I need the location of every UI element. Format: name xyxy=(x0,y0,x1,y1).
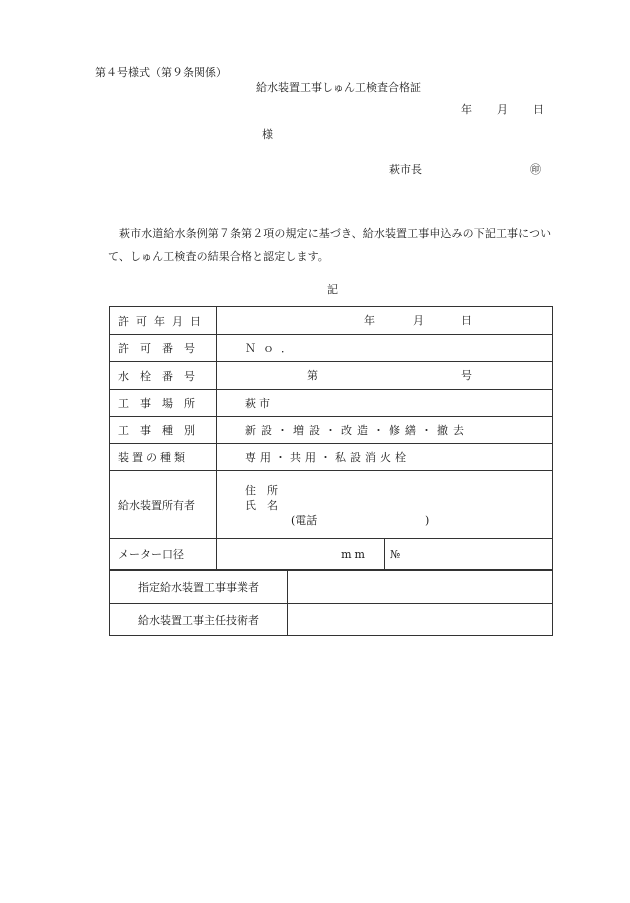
owner-label: 給水装置所有者 xyxy=(110,471,217,539)
engineer-value[interactable] xyxy=(288,604,553,636)
table-row xyxy=(110,471,553,539)
permit-date-label: 許可年月日 xyxy=(110,307,217,335)
permit-number-value[interactable]: Ｎｏ． xyxy=(217,335,553,362)
work-location-label: 工 事 場 所 xyxy=(110,390,217,417)
table-row xyxy=(110,362,553,390)
issue-date-year: 年 xyxy=(461,103,472,116)
meter-label: メーター口径 xyxy=(110,539,217,570)
seal-mark: ㊞ xyxy=(530,163,541,176)
table-row xyxy=(110,417,553,444)
section-mark: 記 xyxy=(327,283,338,296)
form-number: 第４号様式（第９条関係） xyxy=(95,66,227,79)
work-type-value[interactable]: 新設・増設・改造・修繕・撤去 xyxy=(217,417,553,444)
table-row xyxy=(110,390,553,417)
hydrant-number-prefix: 第 xyxy=(307,369,318,382)
owner-phone-close: ) xyxy=(425,514,430,527)
meter-number-value[interactable]: № xyxy=(385,539,553,570)
owner-name-label: 氏 名 xyxy=(245,499,278,512)
permit-date-year: 年 xyxy=(364,314,375,327)
contractor-value[interactable] xyxy=(288,571,553,604)
engineer-label: 給水装置工事主任技術者 xyxy=(110,604,288,636)
issue-date-day: 日 xyxy=(533,103,544,116)
hydrant-number-label: 水 栓 番 号 xyxy=(110,362,217,390)
details-table xyxy=(109,306,553,570)
meter-size-value[interactable]: mm xyxy=(217,539,385,570)
table-row xyxy=(110,444,553,471)
issuer-name: 萩市長 xyxy=(389,163,422,176)
work-type-label: 工 事 種 別 xyxy=(110,417,217,444)
device-type-value[interactable]: 専用・共用・私設消火栓 xyxy=(217,444,553,471)
permit-date-value[interactable] xyxy=(217,307,553,335)
contractor-table xyxy=(109,570,553,636)
issue-date-month: 月 xyxy=(497,103,508,116)
permit-date-month: 月 xyxy=(413,314,424,327)
owner-value[interactable] xyxy=(217,471,553,539)
owner-address-label: 住 所 xyxy=(245,484,278,497)
table-row xyxy=(110,539,553,570)
owner-phone-label: (電話 xyxy=(291,514,318,527)
certification-text: 萩市水道給水条例第７条第２項の規定に基づき、給水装置工事申込みの下記工事について、しゅん工検査の結果合格と認定します。 xyxy=(108,227,552,263)
hydrant-number-suffix: 号 xyxy=(461,369,472,382)
permit-number-label: 許 可 番 号 xyxy=(110,335,217,362)
table-row xyxy=(110,571,553,604)
table-row xyxy=(110,335,553,362)
permit-date-day: 日 xyxy=(461,314,472,327)
hydrant-number-value[interactable] xyxy=(217,362,553,390)
addressee-suffix: 様 xyxy=(262,128,273,141)
document-title: 給水装置工事しゅん工検査合格証 xyxy=(256,81,421,94)
contractor-label: 指定給水装置工事事業者 xyxy=(110,571,288,604)
table-row xyxy=(110,307,553,335)
device-type-label: 装置の種類 xyxy=(110,444,217,471)
work-location-value[interactable]: 萩市 xyxy=(217,390,553,417)
table-row xyxy=(110,604,553,636)
